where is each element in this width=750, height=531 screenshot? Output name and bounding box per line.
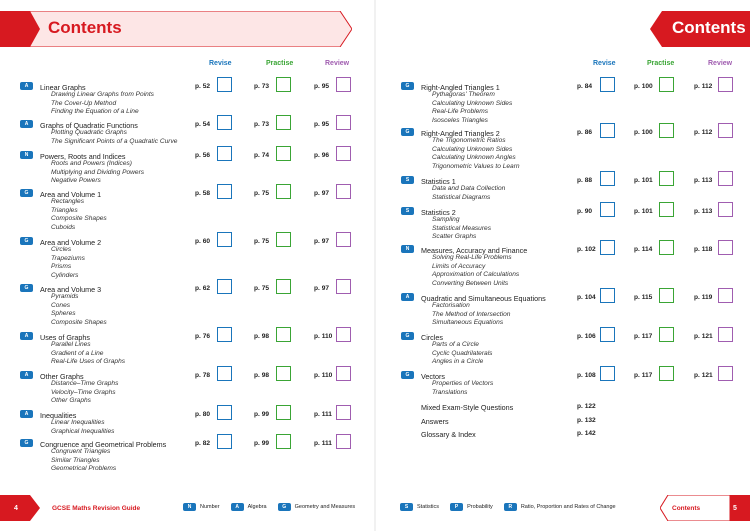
page-ref-practise: p. 75 <box>254 285 270 292</box>
page-ref-revise: p. 76 <box>195 333 211 340</box>
review-checkbox[interactable] <box>336 405 351 420</box>
entry-subtopic: Real-Life Uses of Graphs <box>51 358 126 366</box>
entry-title: Uses of Graphs <box>40 333 90 342</box>
entry-title: Powers, Roots and Indices <box>40 152 126 161</box>
entry-subtopic: Angles in a Circle <box>432 358 484 366</box>
practise-checkbox[interactable] <box>276 279 291 294</box>
page-ref-review: p. 95 <box>314 83 330 90</box>
footer-page-tab-left <box>0 495 40 521</box>
practise-checkbox[interactable] <box>659 123 674 138</box>
legend-badge-statistics: S <box>400 503 413 511</box>
entry-subtopic: Calculating Unknown Sides <box>432 145 513 153</box>
legend-badge-ratio: R <box>504 503 517 511</box>
entry-subtopic: Parallel Lines <box>51 341 91 349</box>
page-ref-practise: p. 73 <box>254 83 270 90</box>
col-header-revise-right: Revise <box>593 60 616 67</box>
entry-subtopic: Data and Data Collection <box>432 185 506 193</box>
entry-subtopic: Trapeziums <box>51 254 85 262</box>
page-ref-practise: p. 99 <box>254 411 270 418</box>
entry-title: Linear Graphs <box>40 83 86 92</box>
page-ref-review: p. 97 <box>314 285 330 292</box>
review-checkbox[interactable] <box>336 279 351 294</box>
entry-subtopic: Scatter Graphs <box>432 233 477 241</box>
review-checkbox[interactable] <box>336 184 351 199</box>
revise-checkbox[interactable] <box>217 279 232 294</box>
entry-title: Other Graphs <box>40 372 84 381</box>
revise-checkbox[interactable] <box>217 184 232 199</box>
revise-checkbox[interactable] <box>600 123 615 138</box>
practise-checkbox[interactable] <box>276 434 291 449</box>
page-ref-practise: p. 75 <box>254 238 270 245</box>
page-ref-review: p. 97 <box>314 238 330 245</box>
entry-subtopic: Drawing Linear Graphs from Points <box>51 91 154 99</box>
page-ref-practise: p. 117 <box>634 372 653 379</box>
review-checkbox[interactable] <box>336 146 351 161</box>
practise-checkbox[interactable] <box>659 327 674 342</box>
page-ref-practise: p. 115 <box>634 294 653 301</box>
practise-checkbox[interactable] <box>659 171 674 186</box>
page-ref-review: p. 121 <box>694 372 713 379</box>
page-ref-review: p. 95 <box>314 121 330 128</box>
revise-checkbox[interactable] <box>217 366 232 381</box>
practise-checkbox[interactable] <box>276 146 291 161</box>
revise-checkbox[interactable] <box>217 77 232 92</box>
page-ref-revise: p. 108 <box>577 372 596 379</box>
entry-title: Congruence and Geometrical Problems <box>40 440 167 449</box>
page-ref-revise: p. 60 <box>195 238 211 245</box>
entry-subtopic: Solving Real-Life Problems <box>432 254 512 262</box>
page-ref-revise: p. 82 <box>195 440 211 447</box>
page-ref-practise: p. 100 <box>634 129 653 136</box>
review-checkbox[interactable] <box>718 327 733 342</box>
legend-badge-algebra: A <box>231 503 244 511</box>
extra-page-ref: p. 142 <box>577 430 596 437</box>
page-ref-revise: p. 62 <box>195 285 211 292</box>
entry-title: Statistics 1 <box>421 177 456 186</box>
page-ref-revise: p. 106 <box>577 333 596 340</box>
legend-label-probability: Probability <box>467 504 493 510</box>
entry-subtopic: The Method of Intersection <box>432 310 511 318</box>
strand-badge: A <box>20 82 33 90</box>
practise-checkbox[interactable] <box>659 77 674 92</box>
entry-title: Right-Angled Triangles 1 <box>421 83 500 92</box>
legend-label-statistics: Statistics <box>417 504 440 510</box>
review-checkbox[interactable] <box>336 115 351 130</box>
entry-subtopic: Limits of Accuracy <box>432 262 486 270</box>
review-checkbox[interactable] <box>336 327 351 342</box>
col-header-revise-left: Revise <box>209 60 232 67</box>
entry-subtopic: Similar Triangles <box>51 456 100 464</box>
entry-subtopic: Composite Shapes <box>51 318 107 326</box>
entry-subtopic: Parts of a Circle <box>432 341 479 349</box>
entry-subtopic: Linear Inequalities <box>51 419 105 427</box>
page-ref-practise: p. 117 <box>634 333 653 340</box>
page-ref-revise: p. 84 <box>577 83 593 90</box>
entry-title: Right-Angled Triangles 2 <box>421 129 500 138</box>
legend-badge-geometry: G <box>278 503 291 511</box>
entry-subtopic: Triangles <box>51 206 78 214</box>
page-ref-practise: p. 73 <box>254 121 270 128</box>
col-header-practise-right: Practise <box>647 60 675 67</box>
page-ref-practise: p. 100 <box>634 83 653 90</box>
entry-subtopic: Simultaneous Equations <box>432 319 504 327</box>
entry-subtopic: Graphical Inequalities <box>51 427 115 435</box>
col-header-practise-left: Practise <box>266 60 294 67</box>
page-ref-revise: p. 88 <box>577 177 593 184</box>
page-ref-revise: p. 104 <box>577 294 596 301</box>
entry-subtopic: Geometrical Problems <box>51 465 117 473</box>
page-ref-review: p. 112 <box>694 83 713 90</box>
revise-checkbox[interactable] <box>600 288 615 303</box>
entry-subtopic: Calculating Unknown Sides <box>432 99 513 107</box>
entry-subtopic: Cuboids <box>51 223 76 231</box>
entry-title: Area and Volume 1 <box>40 190 102 199</box>
page-ref-review: p. 113 <box>694 177 713 184</box>
review-checkbox[interactable] <box>336 366 351 381</box>
page-title-right: Contents <box>672 18 746 37</box>
page-ref-review: p. 96 <box>314 152 330 159</box>
revise-checkbox[interactable] <box>217 434 232 449</box>
practise-checkbox[interactable] <box>659 202 674 217</box>
entry-subtopic: Finding the Equation of a Line <box>51 108 139 116</box>
page-gutter <box>374 0 376 531</box>
practise-checkbox[interactable] <box>659 366 674 381</box>
strand-badge: G <box>20 439 33 447</box>
revise-checkbox[interactable] <box>600 171 615 186</box>
revise-checkbox[interactable] <box>217 115 232 130</box>
strand-badge: A <box>20 120 33 128</box>
revise-checkbox[interactable] <box>600 202 615 217</box>
page-ref-practise: p. 74 <box>254 152 270 159</box>
revise-checkbox[interactable] <box>600 77 615 92</box>
page-ref-revise: p. 78 <box>195 372 211 379</box>
entry-subtopic: Spheres <box>51 310 76 318</box>
entry-title: Vectors <box>421 372 445 381</box>
practise-checkbox[interactable] <box>659 288 674 303</box>
strand-badge: S <box>401 207 414 215</box>
entry-subtopic: Cones <box>51 301 71 309</box>
contents-banner-right <box>650 11 750 47</box>
review-checkbox[interactable] <box>718 240 733 255</box>
page-title-left: Contents <box>48 18 122 37</box>
col-header-review-right: Review <box>708 60 733 67</box>
page-ref-review: p. 111 <box>314 411 332 418</box>
entry-subtopic: Congruent Triangles <box>51 448 111 456</box>
entry-subtopic: Pythagoras' Theorem <box>432 91 495 99</box>
practise-checkbox[interactable] <box>276 184 291 199</box>
page-ref-revise: p. 90 <box>577 208 593 215</box>
extra-title: Glossary & Index <box>421 430 476 439</box>
entry-subtopic: Real-Life Problems <box>432 108 489 116</box>
extra-title: Mixed Exam-Style Questions <box>421 403 514 412</box>
page-ref-review: p. 112 <box>694 129 713 136</box>
practise-checkbox[interactable] <box>276 77 291 92</box>
col-header-review-left: Review <box>325 60 350 67</box>
entry-subtopic: Pyramids <box>51 293 79 301</box>
entry-subtopic: Velocity–Time Graphs <box>51 388 116 396</box>
practise-checkbox[interactable] <box>276 115 291 130</box>
page-ref-practise: p. 114 <box>634 246 653 253</box>
strand-badge: A <box>20 371 33 379</box>
strand-badge: A <box>20 410 33 418</box>
entry-title: Circles <box>421 333 443 342</box>
revise-checkbox[interactable] <box>217 232 232 247</box>
revise-checkbox[interactable] <box>217 405 232 420</box>
review-checkbox[interactable] <box>336 77 351 92</box>
strand-badge: G <box>20 189 33 197</box>
entry-subtopic: Cylinders <box>51 271 79 279</box>
entry-subtopic: Statistical Diagrams <box>432 193 491 201</box>
entry-title: Quadratic and Simultaneous Equations <box>421 294 546 303</box>
review-checkbox[interactable] <box>718 202 733 217</box>
entry-subtopic: The Cover-Up Method <box>51 99 117 107</box>
strand-badge: G <box>401 128 414 136</box>
extra-page-ref: p. 122 <box>577 403 596 410</box>
entry-subtopic: Trigonometric Values to Learn <box>432 162 520 170</box>
entry-subtopic: Plotting Quadratic Graphs <box>51 129 127 137</box>
strand-badge: A <box>401 293 414 301</box>
strand-badge: S <box>401 176 414 184</box>
review-checkbox[interactable] <box>718 77 733 92</box>
entry-subtopic: Calculating Unknown Angles <box>432 154 516 162</box>
extra-page-ref: p. 132 <box>577 417 596 424</box>
page-ref-practise: p. 101 <box>634 208 653 215</box>
legend-right <box>400 503 616 511</box>
entry-title: Statistics 2 <box>421 208 456 217</box>
legend-label-geometry: Geometry and Measures <box>294 504 356 510</box>
entry-subtopic: Circles <box>51 246 72 254</box>
entry-subtopic: Prisms <box>51 263 72 271</box>
entry-title: Area and Volume 2 <box>40 238 102 247</box>
strand-badge: N <box>20 151 33 159</box>
revise-checkbox[interactable] <box>600 327 615 342</box>
page-ref-practise: p. 75 <box>254 190 270 197</box>
revise-checkbox[interactable] <box>217 146 232 161</box>
page-ref-revise: p. 80 <box>195 411 211 418</box>
strand-badge: G <box>401 332 414 340</box>
entry-title: Measures, Accuracy and Finance <box>421 246 528 255</box>
entry-subtopic: Rectangles <box>51 198 84 206</box>
page-ref-revise: p. 86 <box>577 129 593 136</box>
entry-subtopic: Isosceles Triangles <box>432 116 488 124</box>
strand-badge: G <box>20 237 33 245</box>
page-ref-revise: p. 52 <box>195 83 211 90</box>
page-ref-review: p. 121 <box>694 333 713 340</box>
entry-subtopic: Other Graphs <box>51 397 91 405</box>
extra-title: Answers <box>421 417 449 426</box>
legend-badge-probability: P <box>450 503 463 511</box>
entry-subtopic: Distance–Time Graphs <box>51 380 119 388</box>
entry-subtopic: Multiplying and Dividing Powers <box>51 168 145 176</box>
strand-badge: A <box>20 332 33 340</box>
page-ref-review: p. 118 <box>694 246 713 253</box>
entry-subtopic: Properties of Vectors <box>432 380 494 388</box>
page-ref-practise: p. 98 <box>254 372 270 379</box>
strand-badge: G <box>20 284 33 292</box>
revise-checkbox[interactable] <box>217 327 232 342</box>
page-number-right: 5 <box>733 505 737 512</box>
entry-subtopic: Converting Between Units <box>432 279 509 287</box>
review-checkbox[interactable] <box>718 288 733 303</box>
page-ref-practise: p. 99 <box>254 440 270 447</box>
revise-checkbox[interactable] <box>600 240 615 255</box>
footer-contents-label: Contents <box>672 505 701 512</box>
page-ref-review: p. 111 <box>314 440 332 447</box>
review-checkbox[interactable] <box>718 366 733 381</box>
entry-subtopic: The Trigonometric Ratios <box>432 137 506 145</box>
page-ref-review: p. 119 <box>694 294 713 301</box>
entry-title: Area and Volume 3 <box>40 285 102 294</box>
page-ref-revise: p. 58 <box>195 190 211 197</box>
page-ref-practise: p. 98 <box>254 333 270 340</box>
page-ref-review: p. 110 <box>314 372 333 379</box>
practise-checkbox[interactable] <box>276 327 291 342</box>
page-ref-review: p. 113 <box>694 208 713 215</box>
page-ref-review: p. 110 <box>314 333 333 340</box>
page-number-left: 4 <box>14 505 18 512</box>
legend-label-number: Number <box>200 504 220 510</box>
entry-subtopic: Negative Powers <box>51 177 101 185</box>
entry-title: Graphs of Quadratic Functions <box>40 121 138 130</box>
review-checkbox[interactable] <box>336 232 351 247</box>
page-ref-practise: p. 101 <box>634 177 653 184</box>
legend-label-ratio: Ratio, Proportion and Rates of Change <box>520 504 616 510</box>
entry-subtopic: Factorisation <box>432 302 470 310</box>
page-ref-revise: p. 102 <box>577 246 596 253</box>
review-checkbox[interactable] <box>718 171 733 186</box>
legend-badge-number: N <box>183 503 196 511</box>
page-ref-revise: p. 56 <box>195 152 211 159</box>
entry-subtopic: Statistical Measures <box>432 224 491 232</box>
entry-title: Inequalities <box>40 411 77 420</box>
review-checkbox[interactable] <box>336 434 351 449</box>
entry-subtopic: Cyclic Quadrilaterals <box>432 349 493 357</box>
strand-badge: G <box>401 371 414 379</box>
practise-checkbox[interactable] <box>276 405 291 420</box>
entry-subtopic: Composite Shapes <box>51 215 107 223</box>
review-checkbox[interactable] <box>718 123 733 138</box>
entry-subtopic: Gradient of a Line <box>51 349 104 357</box>
revise-checkbox[interactable] <box>600 366 615 381</box>
contents-banner-left <box>0 11 352 47</box>
page-ref-review: p. 97 <box>314 190 330 197</box>
practise-checkbox[interactable] <box>276 366 291 381</box>
practise-checkbox[interactable] <box>276 232 291 247</box>
strand-badge: G <box>401 82 414 90</box>
entry-subtopic: Translations <box>432 388 468 396</box>
legend-left <box>183 503 355 511</box>
entry-subtopic: Sampling <box>432 216 460 224</box>
strand-badge: N <box>401 245 414 253</box>
entry-subtopic: The Significant Points of a Quadratic Curve <box>51 137 178 145</box>
page-ref-revise: p. 54 <box>195 121 211 128</box>
entry-subtopic: Roots and Powers (Indices) <box>51 160 132 168</box>
legend-label-algebra: Algebra <box>247 504 267 510</box>
entry-subtopic: Approximation of Calculations <box>432 271 520 279</box>
practise-checkbox[interactable] <box>659 240 674 255</box>
guide-title: GCSE Maths Revision Guide <box>52 505 141 512</box>
